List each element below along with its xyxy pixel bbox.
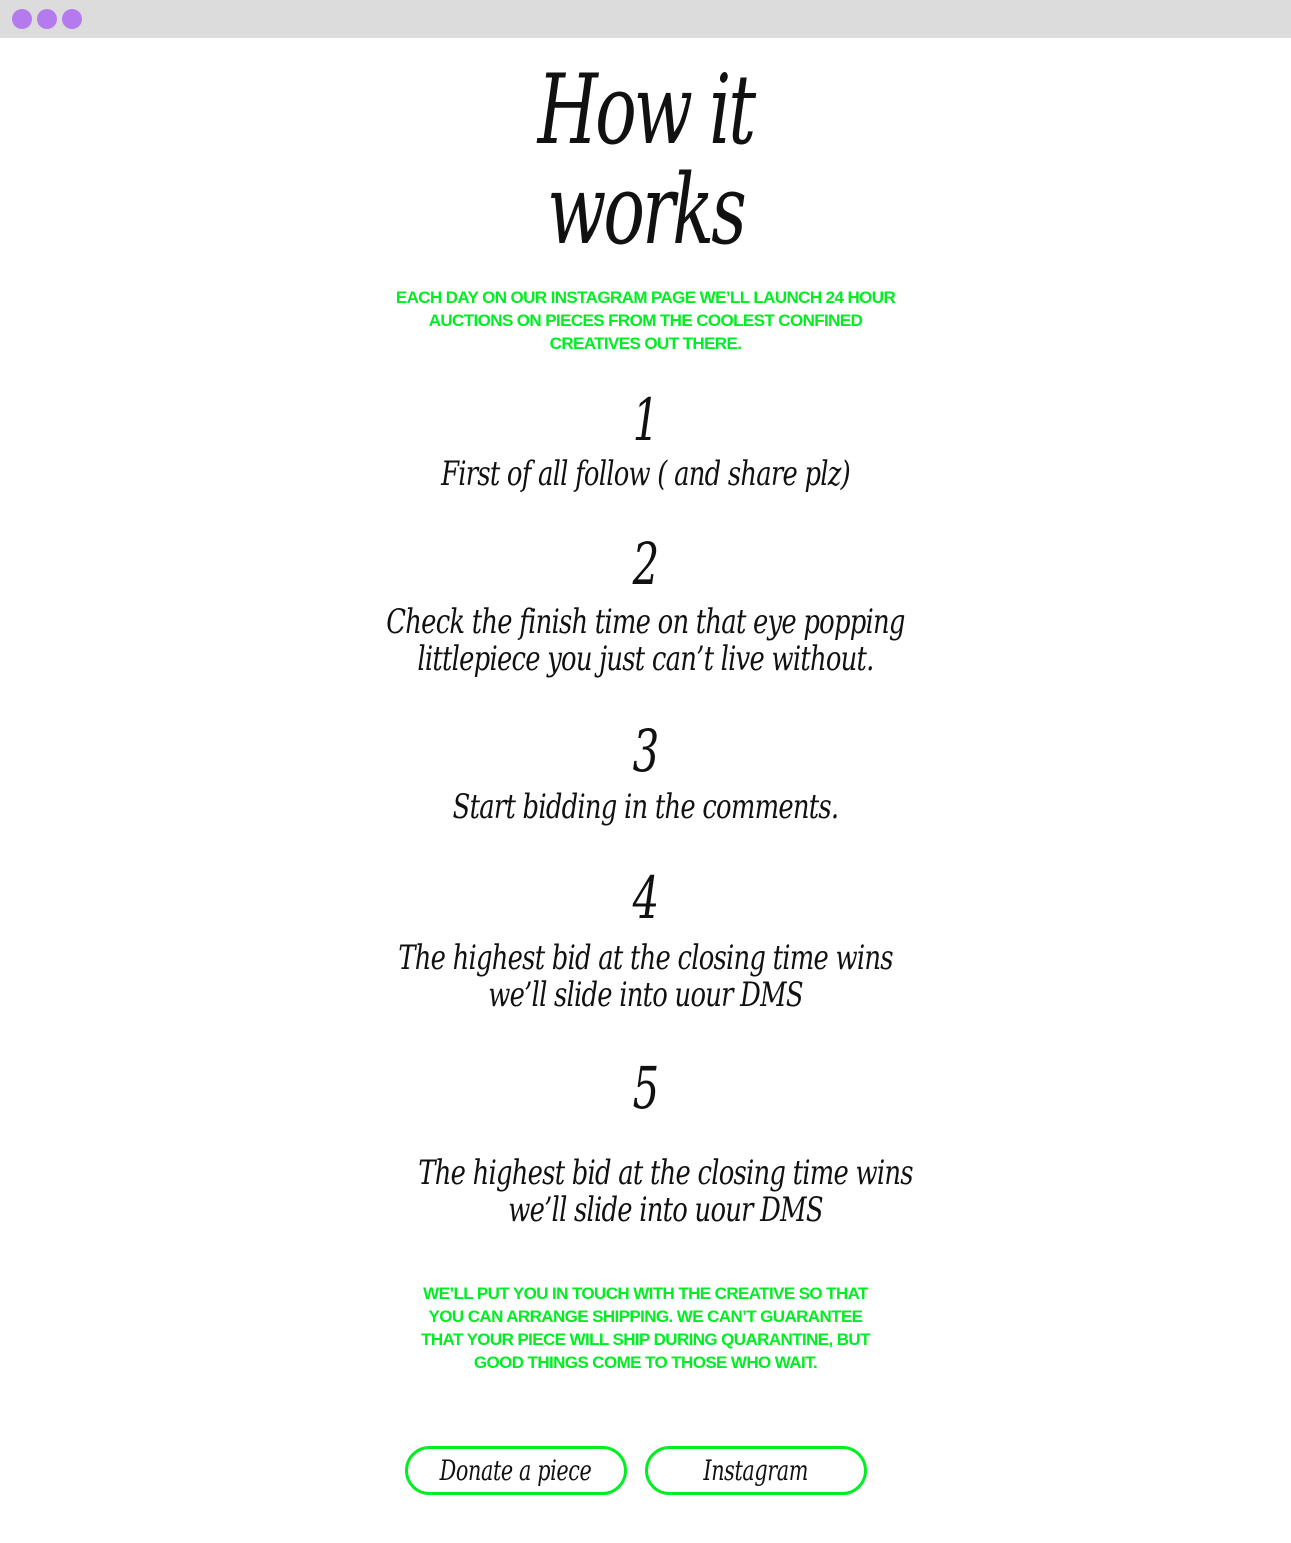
donate-piece-label: Donate a piece: [440, 1454, 592, 1487]
page-title: [181, 54, 1111, 266]
step-4-line-1: The highest bid at the closing time wins: [398, 938, 893, 978]
step-3-number: 3: [632, 717, 659, 785]
how-it-works-page: [0, 38, 1291, 1543]
step-2-line-1: Check the finish time on that eye popping: [386, 602, 905, 642]
step-1-text: [155, 456, 1136, 493]
page-title-line-1: How it: [537, 54, 754, 166]
step-5-number: 5: [632, 1054, 659, 1122]
window-maximize-dot[interactable]: [62, 9, 82, 29]
shipping-note: [0, 1282, 1291, 1374]
step-4-number: 4: [632, 864, 659, 932]
step-2-number: 2: [632, 530, 659, 598]
step-4-line-2: we’ll slide into uour DMS: [488, 975, 803, 1015]
window-minimize-dot[interactable]: [37, 9, 57, 29]
step-2-text: [155, 604, 1136, 678]
step-4-text: [155, 940, 1136, 1014]
step-3-text: [155, 789, 1136, 826]
window-close-dot[interactable]: [12, 9, 32, 29]
step-2-line-2: littlepiece you just can’t live without.: [417, 639, 874, 679]
action-buttons: [0, 1446, 1291, 1496]
step-5-text: [175, 1155, 1156, 1229]
step-1-number: 1: [632, 386, 659, 454]
page-title-line-2: works: [547, 154, 744, 266]
donate-piece-button[interactable]: [405, 1446, 627, 1495]
intro-text-content: EACH DAY ON OUR INSTAGRAM PAGE WE’LL LAUNCH 24 HOUR AUCTIONS ON PIECES FROM THE COOLEST CONFINED CREATIVES OUT THERE.: [395, 288, 896, 353]
step-1-line-1: First of all follow ( and share plz): [441, 454, 850, 494]
step-3-line-1: Start bidding in the comments.: [452, 787, 839, 827]
window-title-bar: [0, 0, 1291, 38]
shipping-note-content: WE’LL PUT YOU IN TOUCH WITH THE CREATIVE SO THAT YOU CAN ARRANGE SHIPPING. WE CAN’T GUARANTEE THAT YOUR PIECE WILL SHIP DURING QUARANTINE, BUT GOOD THINGS COME TO THOSE WHO WAIT.: [421, 1284, 870, 1372]
instagram-label: Instagram: [703, 1454, 809, 1487]
instagram-button[interactable]: [645, 1446, 867, 1495]
step-5-line-2: we’ll slide into uour DMS: [508, 1190, 823, 1230]
intro-text: [0, 286, 1291, 355]
step-5-line-1: The highest bid at the closing time wins: [418, 1153, 913, 1193]
